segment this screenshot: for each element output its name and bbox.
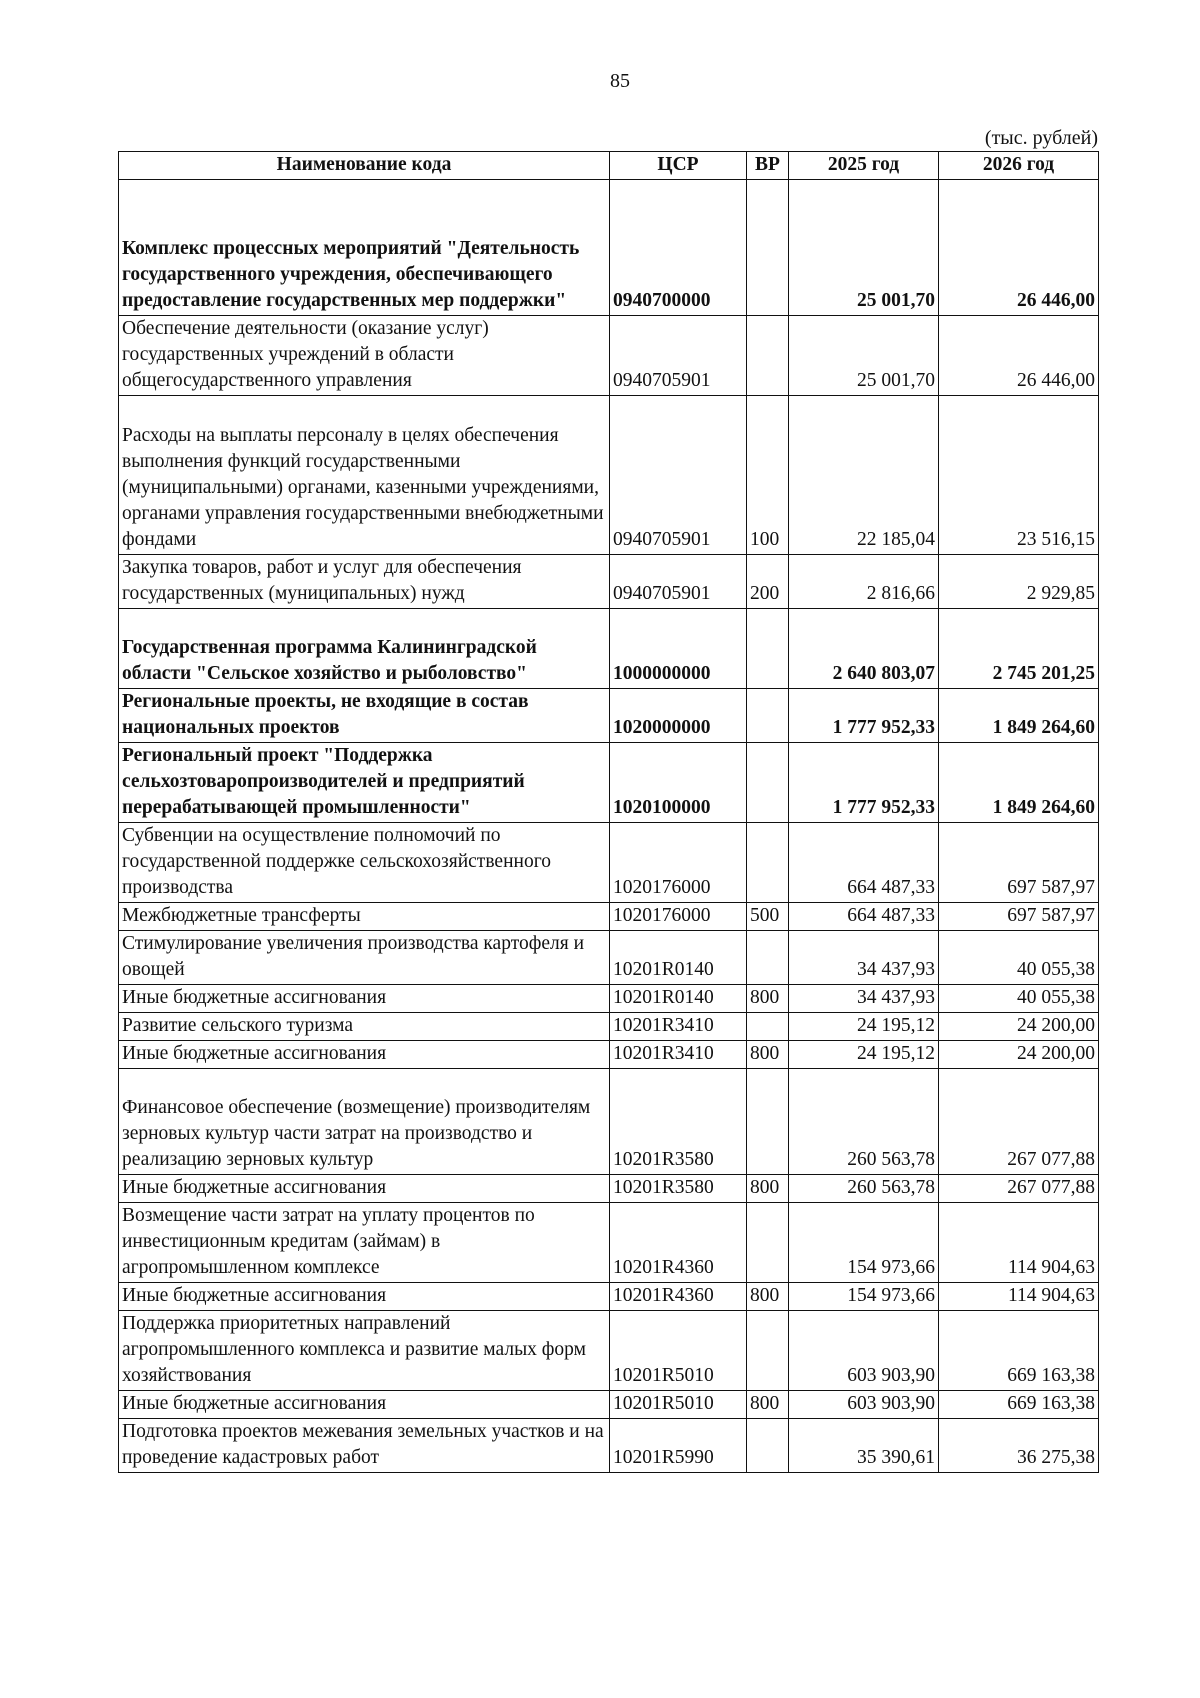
row-vr-code [747,1069,789,1175]
row-name: Региональные проекты, не входящие в состав национальных проектов [119,689,610,743]
row-name: Обеспечение деятельности (оказание услуг) государственных учреждений в области общегосударственного управления [119,316,610,396]
table-row [119,316,1099,396]
row-amount-2025: 154 973,66 [789,1283,939,1311]
row-vr-code [747,316,789,396]
column-header-2025: 2025 год [789,152,939,180]
row-csr-code: 1020000000 [610,689,747,743]
row-name: Региональный проект "Поддержка сельхозтоваропроизводителей и предприятий перерабатывающей промышленности" [119,743,610,823]
row-amount-2026: 697 587,97 [939,823,1099,903]
row-csr-code: 10201R5010 [610,1311,747,1391]
column-header-vr: ВР [747,152,789,180]
table-row [119,1391,1099,1419]
row-amount-2025: 22 185,04 [789,396,939,555]
row-name: Поддержка приоритетных направлений агропромышленного комплекса и развитие малых форм хозяйствования [119,1311,610,1391]
row-name: Иные бюджетные ассигнования [119,1283,610,1311]
row-csr-code: 10201R4360 [610,1203,747,1283]
table-row [119,1175,1099,1203]
table-row [119,1069,1099,1175]
row-vr-code [747,609,789,689]
row-amount-2025: 25 001,70 [789,180,939,316]
row-amount-2026: 26 446,00 [939,180,1099,316]
row-name: Субвенции на осуществление полномочий по государственной поддержке сельскохозяйственного производства [119,823,610,903]
row-csr-code: 10201R5990 [610,1419,747,1473]
row-csr-code: 10201R0140 [610,985,747,1013]
row-amount-2025: 34 437,93 [789,931,939,985]
column-header-name: Наименование кода [119,152,610,180]
row-amount-2025: 2 640 803,07 [789,609,939,689]
table-row [119,743,1099,823]
row-name: Финансовое обеспечение (возмещение) производителям зерновых культур части затрат на производство и реализацию зерновых культур [119,1069,610,1175]
row-csr-code: 10201R5010 [610,1391,747,1419]
table-row [119,396,1099,555]
row-csr-code: 0940700000 [610,180,747,316]
row-csr-code: 1020176000 [610,823,747,903]
row-vr-code: 800 [747,1041,789,1069]
page-number: 85 [610,70,630,92]
row-csr-code: 10201R0140 [610,931,747,985]
row-amount-2025: 2 816,66 [789,555,939,609]
row-vr-code: 500 [747,903,789,931]
row-amount-2026: 24 200,00 [939,1013,1099,1041]
row-amount-2025: 35 390,61 [789,1419,939,1473]
table-row [119,985,1099,1013]
row-amount-2025: 260 563,78 [789,1175,939,1203]
row-name: Закупка товаров, работ и услуг для обеспечения государственных (муниципальных) нужд [119,555,610,609]
row-amount-2026: 2 745 201,25 [939,609,1099,689]
row-amount-2025: 25 001,70 [789,316,939,396]
row-csr-code: 10201R3410 [610,1041,747,1069]
row-amount-2025: 664 487,33 [789,823,939,903]
table-header-row [119,152,1099,180]
table-body [119,180,1099,1473]
row-vr-code [747,689,789,743]
row-name: Иные бюджетные ассигнования [119,1391,610,1419]
row-csr-code: 0940705901 [610,316,747,396]
table-row [119,1203,1099,1283]
row-name: Комплекс процессных мероприятий "Деятельность государственного учреждения, обеспечивающего предоставление государственных мер поддержки" [119,180,610,316]
row-name: Возмещение части затрат на уплату процентов по инвестиционным кредитам (займам) в агропромышленном комплексе [119,1203,610,1283]
column-header-csr: ЦСР [610,152,747,180]
table-row [119,1283,1099,1311]
row-amount-2026: 697 587,97 [939,903,1099,931]
row-vr-code: 800 [747,985,789,1013]
row-name: Стимулирование увеличения производства картофеля и овощей [119,931,610,985]
row-vr-code [747,1419,789,1473]
table-row [119,903,1099,931]
row-amount-2026: 267 077,88 [939,1069,1099,1175]
row-amount-2025: 24 195,12 [789,1041,939,1069]
row-vr-code: 800 [747,1391,789,1419]
row-amount-2025: 154 973,66 [789,1203,939,1283]
row-amount-2026: 267 077,88 [939,1175,1099,1203]
row-name: Подготовка проектов межевания земельных участков и на проведение кадастровых работ [119,1419,610,1473]
row-name: Иные бюджетные ассигнования [119,1041,610,1069]
table-row [119,1419,1099,1473]
table-row [119,180,1099,316]
table-row [119,1311,1099,1391]
row-amount-2026: 26 446,00 [939,316,1099,396]
row-amount-2025: 260 563,78 [789,1069,939,1175]
table-row [119,823,1099,903]
row-name: Государственная программа Калининградской области "Сельское хозяйство и рыболовство" [119,609,610,689]
row-amount-2025: 24 195,12 [789,1013,939,1041]
row-name: Иные бюджетные ассигнования [119,1175,610,1203]
row-amount-2026: 36 275,38 [939,1419,1099,1473]
row-amount-2026: 40 055,38 [939,931,1099,985]
row-vr-code [747,1013,789,1041]
row-vr-code: 800 [747,1283,789,1311]
row-csr-code: 0940705901 [610,396,747,555]
row-csr-code: 1020176000 [610,903,747,931]
row-amount-2026: 40 055,38 [939,985,1099,1013]
row-amount-2025: 603 903,90 [789,1391,939,1419]
row-vr-code: 100 [747,396,789,555]
row-vr-code [747,823,789,903]
row-amount-2025: 1 777 952,33 [789,743,939,823]
table-row [119,931,1099,985]
row-vr-code [747,1311,789,1391]
row-amount-2026: 1 849 264,60 [939,743,1099,823]
table-row [119,1041,1099,1069]
table-row [119,689,1099,743]
table-row [119,555,1099,609]
row-amount-2025: 603 903,90 [789,1311,939,1391]
row-name: Иные бюджетные ассигнования [119,985,610,1013]
row-amount-2026: 669 163,38 [939,1311,1099,1391]
row-csr-code: 0940705901 [610,555,747,609]
row-amount-2026: 114 904,63 [939,1283,1099,1311]
row-amount-2026: 23 516,15 [939,396,1099,555]
row-csr-code: 10201R3410 [610,1013,747,1041]
row-vr-code [747,1203,789,1283]
row-vr-code [747,931,789,985]
units-label: (тыс. рублей) [984,127,1098,149]
row-vr-code [747,180,789,316]
row-amount-2025: 664 487,33 [789,903,939,931]
row-csr-code: 1000000000 [610,609,747,689]
row-csr-code: 10201R3580 [610,1175,747,1203]
row-amount-2026: 2 929,85 [939,555,1099,609]
row-vr-code: 800 [747,1175,789,1203]
row-vr-code: 200 [747,555,789,609]
row-csr-code: 10201R3580 [610,1069,747,1175]
row-csr-code: 1020100000 [610,743,747,823]
row-name: Межбюджетные трансферты [119,903,610,931]
row-amount-2025: 34 437,93 [789,985,939,1013]
row-amount-2026: 24 200,00 [939,1041,1099,1069]
table-row [119,609,1099,689]
row-amount-2026: 1 849 264,60 [939,689,1099,743]
row-amount-2025: 1 777 952,33 [789,689,939,743]
table-row [119,1013,1099,1041]
row-amount-2026: 669 163,38 [939,1391,1099,1419]
column-header-2026: 2026 год [939,152,1099,180]
row-name: Расходы на выплаты персоналу в целях обеспечения выполнения функций государственными (муниципальными) органами, казенными учреждениями, органами управления государственными внебюджетными фондами [119,396,610,555]
budget-table [118,151,1099,1473]
row-amount-2026: 114 904,63 [939,1203,1099,1283]
row-name: Развитие сельского туризма [119,1013,610,1041]
row-csr-code: 10201R4360 [610,1283,747,1311]
row-vr-code [747,743,789,823]
